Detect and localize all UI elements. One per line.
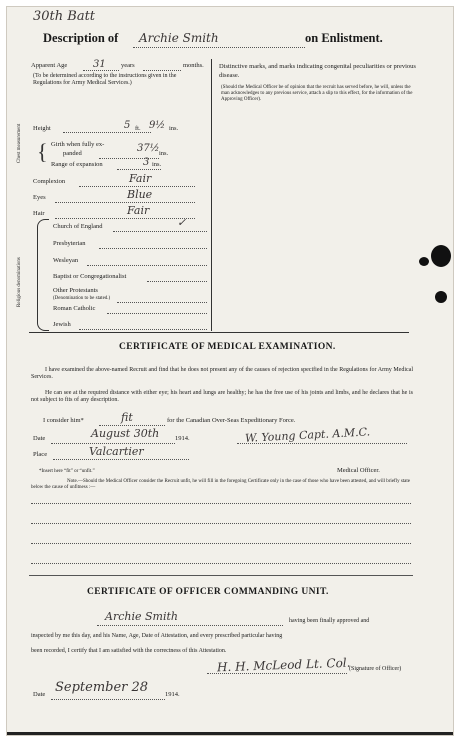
ink-blot <box>435 291 447 303</box>
height-ft-label: ft. <box>135 125 141 132</box>
age-value: 31 <box>93 59 106 70</box>
girth-value: 37½ <box>137 143 160 154</box>
height-label: Height <box>33 125 51 132</box>
place-label: Place <box>33 451 48 458</box>
religion-presbyterian: Presbyterian <box>53 240 86 247</box>
height-in-label: ins. <box>169 125 179 132</box>
religion-denomination-note: (Denomination to be stated.) <box>53 296 111 301</box>
religion-other-protestants: Other Protestants <box>53 287 98 294</box>
medical-officer-signature: W. Young Capt. A.M.C. <box>244 425 371 445</box>
hair-label: Hair <box>33 210 45 217</box>
place-value: Valcartier <box>89 445 144 458</box>
eyes-line <box>55 202 195 203</box>
age-note: (To be determined according to the instructions given in the Regulations for Army Medical Services.) <box>33 73 177 86</box>
hair-value: Fair <box>127 204 150 217</box>
religion-checkmark: ✓ <box>177 216 187 229</box>
commanding-text-1: having been finally approved and <box>289 618 370 624</box>
age-label: Apparent Age <box>31 62 68 69</box>
recruit-name: Archie Smith <box>139 31 219 45</box>
complexion-value: Fair <box>129 172 152 185</box>
fitness-value: fit <box>121 411 133 424</box>
chest-brace: { <box>37 139 48 164</box>
complexion-label: Complexion <box>33 178 66 185</box>
section-separator <box>29 575 413 576</box>
years-label: years <box>121 62 135 69</box>
religion-jewish: Jewish <box>53 321 71 328</box>
unfitness-line-3 <box>31 543 411 544</box>
height-line <box>63 132 151 133</box>
column-divider <box>211 59 212 331</box>
medical-certificate-heading: CERTIFICATE OF MEDICAL EXAMINATION. <box>119 342 336 352</box>
months-line <box>143 70 181 71</box>
corner-note: 30th Batt <box>33 9 96 24</box>
medical-date-value: August 30th <box>91 427 160 440</box>
consider-suffix: for the Canadian Over-Seas Expeditionary Force. <box>167 417 296 424</box>
medical-date-label: Date <box>33 435 46 442</box>
section-separator <box>29 332 409 333</box>
range-label: Range of expansion <box>51 161 103 168</box>
unfitness-line-4 <box>31 563 411 564</box>
attestation-paper <box>6 6 454 736</box>
range-value: 3 <box>143 157 150 168</box>
religion-roman-catholic: Roman Catholic <box>53 305 96 312</box>
complexion-line <box>79 186 195 187</box>
commanding-name-line <box>97 625 283 626</box>
fit-unfit-footnote: *Insert here “fit” or “unfit.” <box>39 469 95 474</box>
range-line <box>117 169 161 170</box>
religion-line-2 <box>99 248 207 249</box>
place-line <box>53 459 189 460</box>
ink-blot <box>431 245 451 267</box>
girth-line <box>99 158 159 159</box>
fitness-line <box>99 425 165 426</box>
eyes-value: Blue <box>127 188 153 201</box>
religion-line-7 <box>79 329 207 330</box>
months-label: months. <box>183 62 204 69</box>
commanding-officer-signature: H. H. McLeod Lt. Col. <box>216 655 351 675</box>
medical-officer-note: (Should the Medical Officer be of opinion that the recruit has served before, he will, unless the man acknowledges to any previous service, attach a slip to this effect, for the information of the Approving Officer). <box>221 85 413 102</box>
commanding-text-2: inspected by me this day, and his Name, Age, Date of Attestation, and every prescribed particular having <box>31 633 283 639</box>
medical-para-1: I have examined the above-named Recruit and find that he does not present any of the causes of rejection specified in the Regulations for Army Medical Services. <box>31 367 413 380</box>
commanding-date-year: 1914. <box>165 691 180 698</box>
chest-side-label: Chest measurement <box>17 123 22 163</box>
girth-unit: ins. <box>159 150 169 157</box>
medical-officer-label: Medical Officer. <box>337 467 380 474</box>
hair-line <box>55 218 195 219</box>
religion-line-6 <box>107 313 207 314</box>
commanding-date-value: September 28 <box>55 680 149 695</box>
medical-date-year: 1914. <box>175 435 190 442</box>
commanding-date-line <box>51 699 165 700</box>
medical-para-2: He can see at the required distance with either eye; his heart and lungs are healthy; he has the free use of his joints and limbs, and he declares that he is not subject to fits of any description. <box>31 390 413 403</box>
girth-label-2: panded <box>63 150 82 157</box>
religion-side-label: Religious denominations <box>17 257 22 307</box>
signature-of-officer-label: (Signature of Officer) <box>349 666 402 672</box>
ink-blot <box>419 257 429 266</box>
girth-label-1: Girth when fully ex- <box>51 141 105 148</box>
religion-church-of-england: Church of England <box>53 223 103 230</box>
title-suffix: on Enlistment. <box>305 31 383 45</box>
distinctive-marks-label: Distinctive marks, and marks indicating congenital peculiarities or previous disease. <box>219 63 416 79</box>
unfit-note: Note.—Should the Medical Officer consider the Recruit unfit, he will fill in the foregoing Certificate only in the case of those who have been attested, and will briefly state below the cause of unfitness :— <box>31 479 411 490</box>
religion-baptist: Baptist or Congregationalist <box>53 273 127 280</box>
religion-line-4 <box>147 281 207 282</box>
commanding-date-label: Date <box>33 691 46 698</box>
religion-line-1 <box>113 231 207 232</box>
range-unit: ins. <box>152 161 162 168</box>
religion-line-3 <box>87 265 207 266</box>
unfitness-line-2 <box>31 523 411 524</box>
title-prefix: Description of <box>43 31 119 45</box>
medical-date-line <box>51 443 175 444</box>
unfitness-line-1 <box>31 503 411 504</box>
commanding-recruit-name: Archie Smith <box>105 610 178 623</box>
eyes-label: Eyes <box>33 194 46 201</box>
height-in-value: 9½ <box>149 120 166 131</box>
age-line <box>83 70 119 71</box>
title-name-line <box>133 47 305 48</box>
religion-wesleyan: Wesleyan <box>53 257 79 264</box>
religion-line-5 <box>117 302 207 303</box>
commanding-text-3: been recorded, I certify that I am satisfied with the correctness of this Attestation. <box>31 648 227 654</box>
height-ft-value: 5 <box>124 120 131 131</box>
consider-prefix: I consider him* <box>43 417 84 424</box>
religion-brace <box>37 219 49 331</box>
commanding-certificate-heading: CERTIFICATE OF OFFICER COMMANDING UNIT. <box>87 587 329 597</box>
